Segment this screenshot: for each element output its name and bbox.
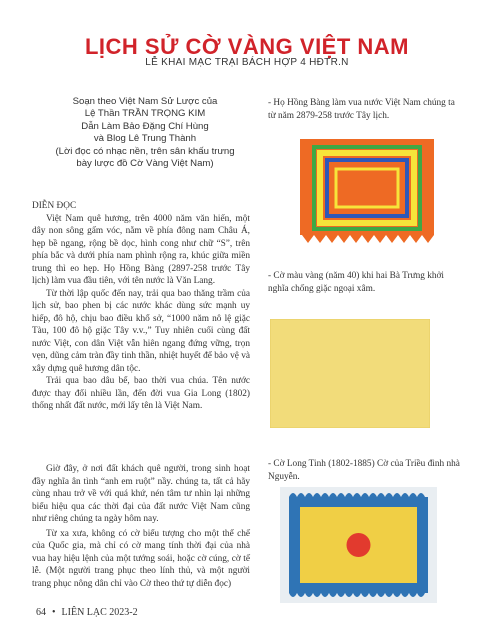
article-body-continued [32, 463, 250, 578]
paragraph: Từ xa xưa, không có cờ biểu tượng cho một thể chế của Quốc gia, mà chỉ có cờ mang tính thời đại của nhà vua hay hiệu lệnh của một tướng soái, hoặc cờ cúng, cờ tế lễ. [32, 528, 250, 576]
hai-ba-trung-flag-image [270, 319, 430, 428]
flag-caption-hong-bang: - Họ Hồng Bàng làm vua nước Việt Nam chúng ta từ năm 2879-258 trước Tây lịch. [268, 98, 455, 121]
long-tinh-flag-image [280, 487, 437, 603]
hong-bang-flag-image [294, 139, 440, 243]
article-subtitle: LỄ KHAI MẠC TRẠI BÁCH HỢP 4 HĐTR.N [145, 57, 349, 68]
paragraph: Giờ đây, ở nơi đất khách quê người, trong sinh hoạt đầy nghĩa ân tình “anh em ruột” nầy. chúng ta, tất cả hãy cùng nhau trở về với quá khứ, nén tâm tư nhìn lại những biểu hiệu qua các thời đại của đất nước Việt Nam cũng như riêng chúng ta ngày hôm nay. [32, 464, 250, 524]
page-footer [36, 607, 138, 618]
credits-block [40, 96, 250, 170]
paragraph: Việt Nam quê hương, trên 4000 năm văn hiến, một dây non sông gấm vóc, nằm về phía đông nam Châu Á, hẹp bề ngang, rộng bề dọc, hình cong như chữ “S”, trên phía bắc và dưới phía nam phình rộng ra, khúc giữa miền trung thì eo hẹp. Họ Hồng Bàng (2897-258 trước Tây lịch) làm vua đầu tiên, với tên nước là Văn Lang. [32, 213, 250, 286]
article-body [32, 200, 250, 413]
paragraph: Từ thời lập quốc đến nay, trải qua bao thăng trầm của lịch sử, bao phen bị các nước khác dùng sức mạnh uy hiếp, đô hộ, chịu bao điều khổ sở, “1000 năm nô lệ giặc Tàu, 100 đô hộ giặc Tây v.v.,” Tuy nhiên cuối cùng đất nước Việt, con dân Việt vẫn hiên ngang đứng vững, trọn vẹn, dũng cảm tràn đầy tinh thần, nhiệt huyết để bảo vệ và xây dựng quê hương dân tộc. [32, 288, 250, 374]
credits-line: (Lời đọc có nhạc nền, trên sân khấu trưng [55, 145, 235, 157]
publication-issue: LIÊN LẠC 2023-2 [61, 607, 138, 618]
section-heading: DIỄN ĐỌC [32, 201, 77, 211]
flag-caption-hai-ba-trung: - Cờ màu vàng (năm 40) khi hai Bà Trưng khởi nghĩa chống giặc ngoại xâm. [268, 271, 445, 294]
footer-separator: • [52, 607, 56, 618]
credits-line: bày lược đồ Cờ Vàng Việt Nam) [76, 158, 214, 170]
article-note [32, 565, 250, 590]
flag-caption-long-tinh: - Cờ Long Tinh (1802-1885) Cờ của Triều đình nhà Nguyễn. [268, 459, 460, 482]
page-number: 64 [36, 607, 46, 618]
credits-line: Soạn theo Việt Nam Sử Lược của [72, 96, 218, 107]
credits-line: và Blog Lê Trung Thành [93, 133, 197, 145]
credits-line: Dẫn Làm Bảo Đặng Chí Hùng [81, 120, 209, 132]
paragraph: Trải qua bao dâu bể, bao thời vua chúa. Tên nước được thay đổi nhiều lần, đến đời vua Gia Long (1802) thống nhất đất nước, mới lấy tên là Việt Nam. [32, 376, 250, 411]
credits-line: Lệ Thần TRẦN TRỌNG KIM [84, 108, 206, 120]
article-title: LỊCH SỬ CỜ VÀNG VIỆT NAM [84, 34, 410, 59]
paragraph: (Một người trang phục theo lính thủ, và một người trang phục nông dân chỉ vào Cờ theo thứ tự diễn đọc) [32, 566, 250, 589]
